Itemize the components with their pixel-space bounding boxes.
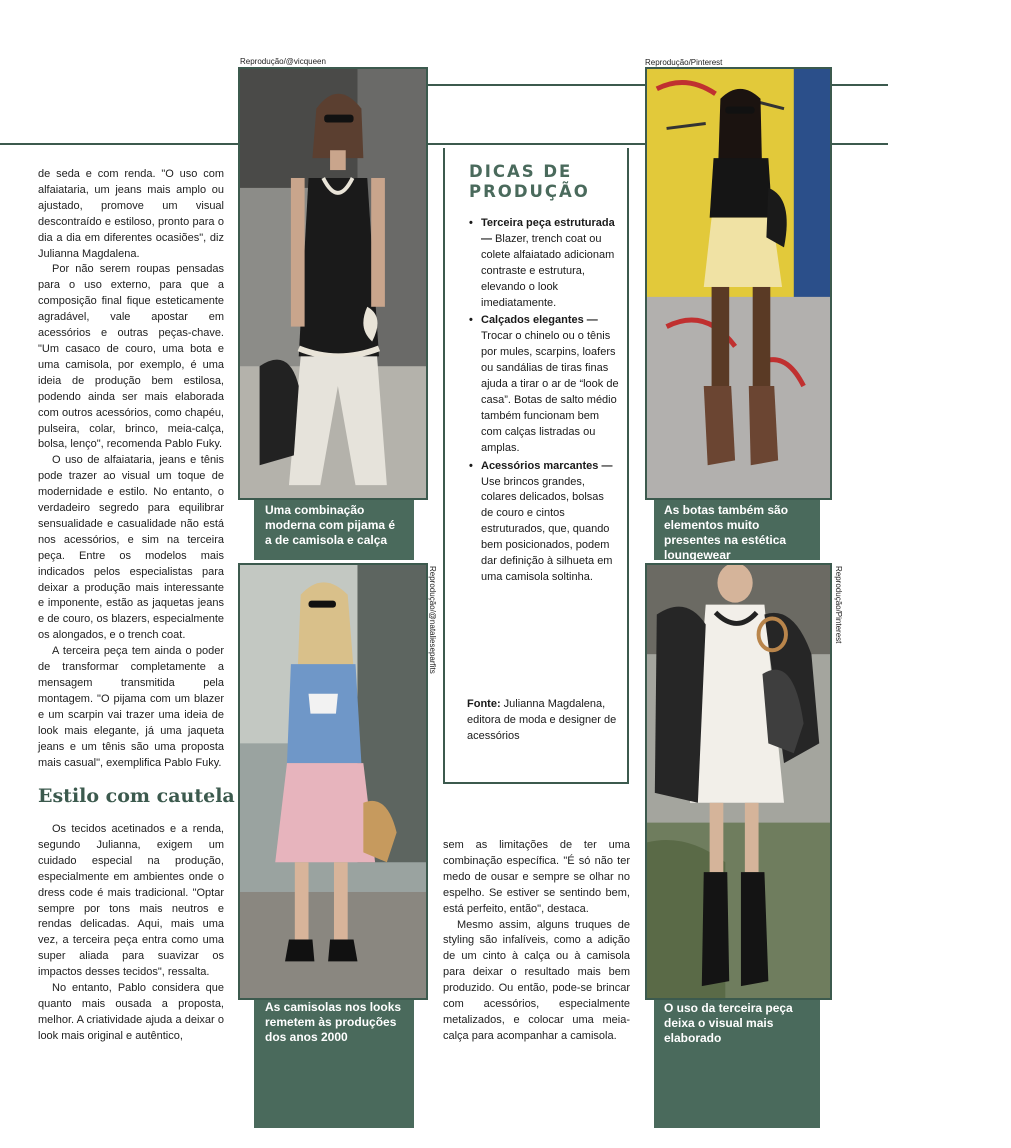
paragraph: sem as limitações de ter uma combinação específica. "É só não ter medo de ousar e sempre se olhar no espelho. Se estiver se sentindo bem, está perfeito, então", destaca. xyxy=(443,839,630,915)
paragraph: O uso de alfaiataria, jeans e tênis pode trazer ao visual um toque de modernidade e estilo. No entanto, o verdadeiro segredo para equilibrar sensualidade e casualidade não está nos acessórios, e sim na terceira peça. Entre os modelos mais indicados pelos especialistas para deixar a produção mais interessante e imponente, estão as jaquetas jeans e de couro, os blazers, especialmente os alongados, e o trench coat. xyxy=(38,454,224,642)
photo-shorts-boots xyxy=(645,67,832,500)
paragraph: Os tecidos acetinados e a renda, segundo Julianna, exigem um cuidado especial na produção, especialmente em ambientes onde o dress code é mais tradicional. "Optar sempre por tons mais neutros e rendas delicadas. Aqui, mais uma vez, a terceira peça entra como uma super aliada para suavizar os impactos desses tecidos", ressalta. xyxy=(38,823,224,979)
source-label: Fonte: xyxy=(467,698,501,710)
tip-term: Acessórios marcantes — xyxy=(481,459,613,472)
tips-list xyxy=(469,216,619,588)
tip-text: Use brincos grandes, colares delicados, bolsas de couro e cintos estruturados, que, quando bem posicionados, podem dar definição à silhueta em uma camisola soltinha. xyxy=(481,475,613,583)
rule-right xyxy=(832,84,888,86)
tip-item: • Terceira peça estruturada — Blazer, trench coat ou colete alfaiatado adicionam contraste e estrutura, elevando o look imediatamente. xyxy=(469,217,615,309)
paragraph: de seda e com renda. "O uso com alfaiataria, um jeans mais amplo ou ajustado, promove um visual descontraído e estiloso, pronto para o dia a dia em diferentes ocasiões", diz Julianna Magdalena. xyxy=(38,168,224,260)
tip-text: Trocar o chinelo ou o tênis por mules, scarpins, loafers ou sandálias de tiras finas ajuda a tirar o ar de “look de casa”. Botas de salto médio também funcionam bem com calças listradas ou amplas. xyxy=(481,330,619,454)
paragraph: A terceira peça tem ainda o poder de transformar completamente a mensagem transmitida pela montagem. "O pijama com um blazer e um scarpin vai trazer uma ideia de look mais elegante, já uma jaqueta jeans e um tênis são uma proposta mais casual", exemplifica Pablo Fuky. xyxy=(38,645,224,769)
tip-term: Calçados elegantes — xyxy=(481,314,598,327)
photo-credit: Reprodução/Pinterest xyxy=(834,566,843,644)
photo-slip-jacket xyxy=(645,563,832,1000)
article-column-3 xyxy=(443,838,630,1045)
photo-credit: Reprodução/Pinterest xyxy=(645,58,723,67)
paragraph: Por não serem roupas pensadas para o uso externo, para que a composição final fique esteticamente agradável, vale apostar em acessórios e outras peças-chave. "Um casaco de couro, uma bota e uma camisola, por exemplo, é uma ideia de produção bem estilosa, podendo ainda ser mais elaborada com outros acessórios, como chapéu, pulseira, colar, brinco, meia-calça, bolsa, lenço", recomenda Pablo Fuky. xyxy=(38,263,224,451)
caption-top-right: As botas também são elementos muito presentes na estética loungewear xyxy=(664,503,789,562)
caption-bottom-right: O uso da terceira peça deixa o visual mais elaborado xyxy=(664,1001,793,1045)
photo-credit: Reprodução/@natalieseparfits xyxy=(428,566,437,674)
caption-bottom-left: As camisolas nos looks remetem às produções dos anos 2000 xyxy=(265,1000,402,1044)
section-heading: Estilo com cautela xyxy=(38,785,235,807)
tips-source xyxy=(467,697,617,745)
tip-term: Terceira peça estruturada — xyxy=(481,217,615,245)
paragraph: No entanto, Pablo considera que quanto mais ousada a proposta, melhor. A criatividade ajuda a deixar o look mais original e autêntico, xyxy=(38,982,224,1042)
rule-mid-2 xyxy=(428,143,645,145)
article-column-1-continued xyxy=(38,822,224,1045)
paragraph: Mesmo assim, alguns truques de styling são infalíveis, como a adição de um cinto à calça ou à camisola para deixar o resultado mais bem produzido. Ou então, pode-se brincar com acessórios, especialmente metalizados, e colocar uma meia-calça para acompanhar a camisola. xyxy=(443,918,630,1042)
caption-top-left: Uma combinação moderna com pijama é a de camisola e calça xyxy=(265,503,396,547)
article-column-1 xyxy=(38,167,224,771)
photo-tee-pink-skirt xyxy=(238,563,428,1000)
photo-camisole-trousers xyxy=(238,67,428,500)
tip-item: • Acessórios marcantes — Use brincos grandes, colares delicados, bolsas de couro e cintos estruturados, que, quando bem posicionados, podem dar definição à silhueta em uma camisola soltinha. xyxy=(469,459,613,583)
tip-text: Blazer, trench coat ou colete alfaiatado adicionam contraste e estrutura, elevando o look imediatamente. xyxy=(481,232,615,309)
tip-item: • Calçados elegantes — Trocar o chinelo ou o tênis por mules, scarpins, loafers ou sandálias de tiras finas ajuda a tirar o ar de “look de casa”. Botas de salto médio também funcionam bem com calças listradas ou amplas. xyxy=(469,314,619,454)
rule-right-2 xyxy=(832,143,888,145)
source-text: Julianna Magdalena, editora de moda e designer de acessórios xyxy=(467,698,617,742)
tips-title: DICAS DE PRODUÇÃO xyxy=(469,162,590,201)
rule-left xyxy=(0,143,238,145)
photo-credit: Reprodução/@vicqueen xyxy=(240,57,326,66)
rule-mid xyxy=(428,84,645,86)
